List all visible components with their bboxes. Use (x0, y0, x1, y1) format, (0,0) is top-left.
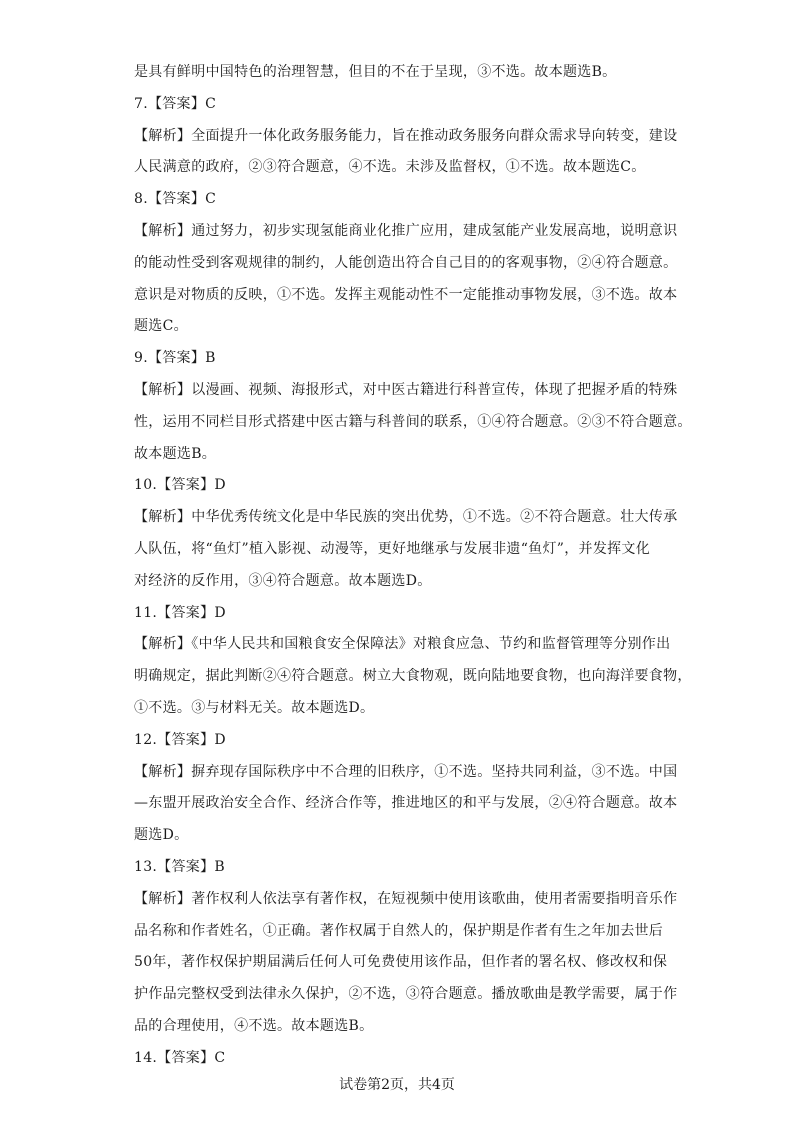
text-line: —东盟开展政治安全合作、经济合作等，推进地区的和平与发展，②④符合题意。故本 (134, 795, 678, 812)
text-line: 品名称和作者姓名，①正确。著作权属于自然人的，保护期是作者有生之年加去世后 (134, 922, 664, 939)
text-line: 【解析】以漫画、视频、海报形式，对中医古籍进行科普宣传，体现了把握矛盾的特殊 (134, 381, 678, 398)
text-line: 护作品完整权受到法律永久保护，②不选，③符合题意。播放歌曲是教学需要，属于作 (134, 986, 678, 1003)
text-line: 50年，著作权保护期届满后任何人可免费使用该作品，但作者的署名权、修改权和保 (134, 954, 668, 971)
text-line: 对经济的反作用，③④符合题意。故本题选D。 (134, 572, 432, 589)
answer-heading: 10.【答案】D (134, 477, 226, 494)
answer-heading: 11.【答案】D (134, 604, 226, 621)
text-line: 【解析】《中华人民共和国粮食安全保障法》对粮食应急、节约和监督管理等分别作出 (134, 636, 671, 653)
text-line: 【解析】著作权利人依法享有著作权，在短视频中使用该歌曲，使用者需要指明音乐作 (134, 890, 678, 907)
answer-heading: 14.【答案】C (134, 1049, 226, 1066)
text-line: 题选C。 (134, 318, 188, 335)
text-line: 人民满意的政府，②③符合题意，④不选。未涉及监督权，①不选。故本题选C。 (134, 159, 646, 176)
text-line: 【解析】全面提升一体化政务服务能力，旨在推动政务服务向群众需求导向转变，建设 (134, 127, 678, 144)
text-line: 性，运用不同栏目形式搭建中医古籍与科普间的联系，①④符合题意。②③不符合题意。 (134, 413, 692, 430)
answer-heading: 7.【答案】C (134, 95, 217, 112)
text-line: 是具有鲜明中国特色的治理智慧，但目的不在于呈现，③不选。故本题选B。 (134, 64, 617, 80)
text-line: 品的合理使用，④不选。故本题选B。 (134, 1017, 374, 1034)
text-line: 意识是对物质的反映，①不选。发挥主观能动性不一定能推动事物发展，③不选。故本 (134, 286, 678, 303)
text-line: 故本题选B。 (134, 445, 217, 462)
text-line: 的能动性受到客观规律的制约，人能创造出符合自己目的的客观事物，②④符合题意。 (134, 254, 678, 271)
answer-heading: 13.【答案】B (134, 858, 225, 875)
text-line: ①不选。③与材料无关。故本题选D。 (134, 699, 375, 716)
answer-heading: 12.【答案】D (134, 731, 226, 748)
text-line: 【解析】中华优秀传统文化是中华民族的突出优势，①不选。②不符合题意。壮大传承 (134, 509, 678, 526)
page-footer: 试卷第2页，共4页 (339, 1077, 455, 1093)
answer-heading: 9.【答案】B (134, 350, 216, 367)
text-line: 【解析】通过努力，初步实现氢能商业化推广应用，建成氢能产业发展高地，说明意识 (134, 222, 678, 239)
answer-heading: 8.【答案】C (134, 191, 217, 208)
text-line: 【解析】摒弃现存国际秩序中不合理的旧秩序，①不选。坚持共同利益，③不选。中国 (134, 763, 678, 780)
text-line: 题选D。 (134, 827, 189, 844)
text-line: 明确规定，据此判断②④符合题意。树立大食物观，既向陆地要食物，也向海洋要食物， (134, 668, 692, 685)
text-line: 人队伍，将“鱼灯”植入影视、动漫等，更好地继承与发展非遗“鱼灯”，并发挥文化 (134, 540, 651, 557)
answer-explanations (134, 62, 692, 1080)
